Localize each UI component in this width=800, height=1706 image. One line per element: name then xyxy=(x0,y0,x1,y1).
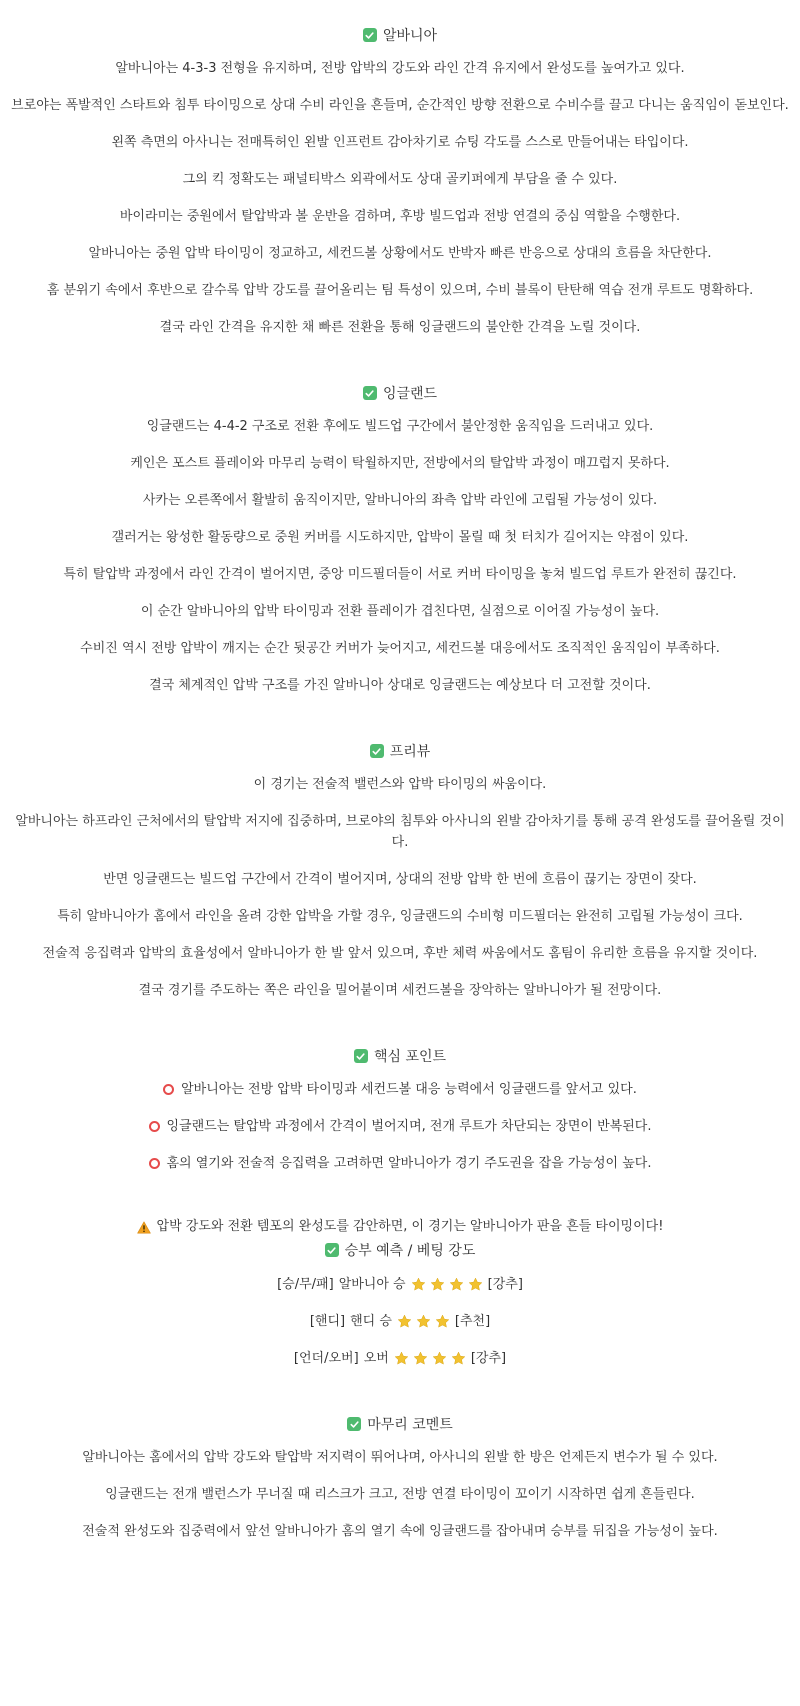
star-icon xyxy=(411,1277,426,1292)
paragraph: 결국 경기를 주도하는 쪽은 라인을 밀어붙이며 세컨드볼을 장악하는 알바니아가 될 전망이다. xyxy=(138,983,662,998)
section-albania xyxy=(0,22,800,338)
check-mark-icon xyxy=(347,1417,361,1431)
section-heading xyxy=(0,738,800,764)
paragraph: 케인은 포스트 플레이와 마무리 능력이 탁월하지만, 전방에서의 탈압박 과정이 매끄럽지 못하다. xyxy=(130,456,670,471)
bet-strength: [강추] xyxy=(487,1276,523,1292)
bet-pick: 핸디 승 xyxy=(350,1313,392,1329)
section-heading xyxy=(0,380,800,406)
paragraph: 이 순간 알바니아의 압박 타이밍과 전환 플레이가 겹친다면, 실점으로 이어질 가능성이 높다. xyxy=(140,604,660,619)
list-item xyxy=(0,1079,800,1100)
section-closing xyxy=(0,1411,800,1542)
star-icon xyxy=(435,1314,450,1329)
star-icon xyxy=(394,1351,409,1366)
section-heading xyxy=(0,1043,800,1069)
paragraph: 홈 분위기 속에서 후반으로 갈수록 압박 강도를 끌어올리는 팀 특성이 있으며, 수비 블록이 탄탄해 역습 전개 루트도 명확하다. xyxy=(46,283,754,298)
warning-callout xyxy=(0,1216,800,1237)
check-mark-icon xyxy=(370,744,384,758)
warning-text: 압박 강도와 전환 템포의 완성도를 감안하면, 이 경기는 알바니아가 판을 흔들 타이밍이다! xyxy=(156,1219,664,1234)
star-rating xyxy=(394,1351,466,1366)
section-title: 프리뷰 xyxy=(389,744,431,760)
star-rating xyxy=(411,1277,483,1292)
point-text: 잉글랜드는 탈압박 과정에서 간격이 벌어지며, 전개 루트가 차단되는 장면이 반복된다. xyxy=(166,1119,652,1134)
warning-triangle-icon xyxy=(137,1220,151,1233)
bet-strength: [강추] xyxy=(470,1350,507,1366)
bet-row xyxy=(0,1310,800,1332)
paragraph: 왼쪽 측면의 아사니는 전매특허인 왼발 인프런트 감아차기로 슈팅 각도를 스스로 만들어내는 타입이다. xyxy=(111,135,689,150)
red-circle-icon xyxy=(163,1084,174,1095)
bet-pick: 오버 xyxy=(363,1350,389,1366)
star-icon xyxy=(397,1314,412,1329)
star-icon xyxy=(430,1277,445,1292)
list-item xyxy=(0,1153,800,1174)
red-circle-icon xyxy=(149,1158,160,1169)
paragraph: 수비진 역시 전방 압박이 깨지는 순간 뒷공간 커버가 늦어지고, 세컨드볼 대응에서도 조직적인 움직임이 부족하다. xyxy=(80,641,720,656)
paragraph: 바이라미는 중원에서 탈압박과 볼 운반을 겸하며, 후방 빌드업과 전방 연결의 중심 역할을 수행한다. xyxy=(119,209,681,224)
paragraph: 알바니아는 홈에서의 압박 강도와 탈압박 저지력이 뛰어나며, 아사니의 왼발 한 방은 언제든지 변수가 될 수 있다. xyxy=(82,1450,718,1465)
section-heading xyxy=(0,1411,800,1437)
star-icon xyxy=(451,1351,466,1366)
paragraph: 전술적 완성도와 집중력에서 앞선 알바니아가 홈의 열기 속에 잉글랜드를 잡아내며 승부를 뒤집을 가능성이 높다. xyxy=(82,1524,718,1539)
point-text: 홈의 열기와 전술적 응집력을 고려하면 알바니아가 경기 주도권을 잡을 가능성이 높다. xyxy=(166,1156,652,1171)
paragraph: 결국 라인 간격을 유지한 채 빠른 전환을 통해 잉글랜드의 불안한 간격을 노릴 것이다. xyxy=(159,320,641,335)
section-heading xyxy=(0,1237,800,1263)
star-rating xyxy=(397,1314,450,1329)
check-mark-icon xyxy=(363,28,377,42)
star-icon xyxy=(413,1351,428,1366)
paragraph: 알바니아는 4-3-3 전형을 유지하며, 전방 압박의 강도와 라인 간격 유지에서 완성도를 높여가고 있다. xyxy=(115,61,685,76)
paragraph: 잉글랜드는 전개 밸런스가 무너질 때 리스크가 크고, 전방 연결 타이밍이 꼬이기 시작하면 쉽게 흔들린다. xyxy=(105,1487,695,1502)
paragraph: 브로야는 폭발적인 스타트와 침투 타이밍으로 상대 수비 라인을 흔들며, 순간적인 방향 전환으로 수비수를 끌고 다니는 움직임이 돋보인다. xyxy=(11,98,789,113)
paragraph: 알바니아는 중원 압박 타이밍이 정교하고, 세컨드볼 상황에서도 반박자 빠른 반응으로 상대의 흐름을 차단한다. xyxy=(88,246,712,261)
paragraph: 결국 체계적인 압박 구조를 가진 알바니아 상대로 잉글랜드는 예상보다 더 고전할 것이다. xyxy=(149,678,651,693)
paragraph: 그의 킥 정확도는 패널티박스 외곽에서도 상대 골키퍼에게 부담을 줄 수 있다. xyxy=(182,172,618,187)
bet-market: [핸디] xyxy=(309,1313,346,1329)
bet-row xyxy=(0,1347,800,1369)
star-icon xyxy=(468,1277,483,1292)
check-mark-icon xyxy=(363,386,377,400)
paragraph: 알바니아는 하프라인 근처에서의 탈압박 저지에 집중하며, 브로야의 침투와 아사니의 왼발 감아차기를 통해 공격 완성도를 끌어올릴 것이다. xyxy=(15,814,785,850)
star-icon xyxy=(416,1314,431,1329)
paragraph: 갤러거는 왕성한 활동량으로 중원 커버를 시도하지만, 압박이 몰릴 때 첫 터치가 길어지는 약점이 있다. xyxy=(111,530,689,545)
section-preview xyxy=(0,738,800,1001)
section-england xyxy=(0,380,800,696)
star-icon xyxy=(432,1351,447,1366)
bet-row xyxy=(0,1273,800,1295)
paragraph: 전술적 응집력과 압박의 효율성에서 알바니아가 한 발 앞서 있으며, 후반 체력 싸움에서도 홈팀이 유리한 흐름을 유지할 것이다. xyxy=(42,946,758,961)
red-circle-icon xyxy=(149,1121,160,1132)
section-title: 잉글랜드 xyxy=(382,386,438,402)
paragraph: 이 경기는 전술적 밸런스와 압박 타이밍의 싸움이다. xyxy=(253,777,547,792)
list-item xyxy=(0,1116,800,1137)
paragraph: 반면 잉글랜드는 빌드업 구간에서 간격이 벌어지며, 상대의 전방 압박 한 번에 흐름이 끊기는 장면이 잦다. xyxy=(103,872,697,887)
check-mark-icon xyxy=(354,1049,368,1063)
paragraph: 특히 알바니아가 홈에서 라인을 올려 강한 압박을 가할 경우, 잉글랜드의 수비형 미드필더는 완전히 고립될 가능성이 크다. xyxy=(57,909,743,924)
paragraph: 특히 탈압박 과정에서 라인 간격이 벌어지면, 중앙 미드필더들이 서로 커버 타이밍을 놓쳐 빌드업 루트가 완전히 끊긴다. xyxy=(63,567,737,582)
bet-market: [언더/오버] xyxy=(293,1350,359,1366)
star-icon xyxy=(449,1277,464,1292)
section-heading xyxy=(0,22,800,48)
bet-strength: [추천] xyxy=(454,1313,491,1329)
paragraph: 사카는 오른쪽에서 활발히 움직이지만, 알바니아의 좌측 압박 라인에 고립될 가능성이 있다. xyxy=(142,493,658,508)
section-title: 승부 예측 / 베팅 강도 xyxy=(344,1243,476,1259)
section-prediction xyxy=(0,1237,800,1369)
section-key-points xyxy=(0,1043,800,1174)
bet-pick: 알바니아 승 xyxy=(338,1276,406,1292)
point-text: 알바니아는 전방 압박 타이밍과 세컨드볼 대응 능력에서 잉글랜드를 앞서고 있다. xyxy=(181,1082,637,1097)
section-title: 마무리 코멘트 xyxy=(367,1417,453,1433)
section-title: 알바니아 xyxy=(382,28,438,44)
bet-market: [승/무/패] xyxy=(277,1276,334,1292)
check-mark-icon xyxy=(325,1243,339,1257)
paragraph: 잉글랜드는 4-4-2 구조로 전환 후에도 빌드업 구간에서 불안정한 움직임을 드러내고 있다. xyxy=(146,419,654,434)
section-title: 핵심 포인트 xyxy=(373,1049,447,1065)
